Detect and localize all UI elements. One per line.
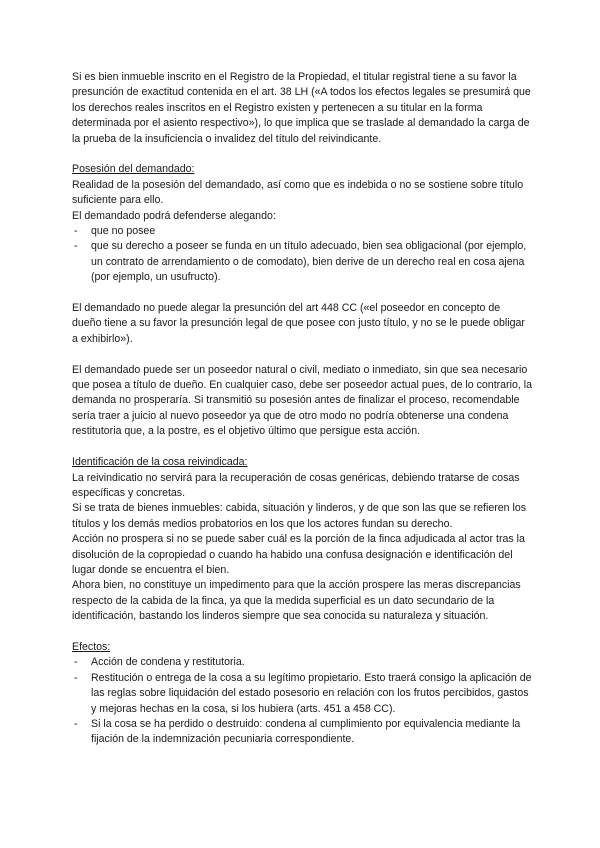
section-heading-posesion: Posesión del demandado: xyxy=(72,163,195,176)
section-heading-efectos: Efectos: xyxy=(72,640,111,653)
identificacion-paragraph-4: Ahora bien, no constituye un impedimento para que la acción prospere las meras discrepancias respecto de la cabida de la finca, ya que la medida superficial es un dato secundario de la identificación, bastando los linderos siempre que sea conocida su naturaleza y situación. xyxy=(72,579,521,623)
efectos-list xyxy=(72,655,532,747)
list-item: - que su derecho a poseer se funda en un título adecuado, bien sea obligacional (por ejemplo, un contrato de arrendamiento o de comodato), bien derive de un derecho real en cosa ajena (por ejemplo, un usufructo). xyxy=(72,239,532,285)
list-item: - que no posee xyxy=(72,224,532,239)
list-item: - Acción de condena y restitutoria. xyxy=(72,655,532,670)
identificacion-paragraph-2: Si se trata de bienes inmuebles: cabida, situación y linderos, y de que son las que se refieren los títulos y los demás medios probatorios en los que los actores fundan su derecho. xyxy=(72,502,527,530)
intro-paragraph: Si es bien inmueble inscrito en el Registro de la Propiedad, el titular registral tiene a su favor la presunción de exactitud contenida en el art. 38 LH («A todos los efectos legales se presumirá que los derechos reales inscritos en el Registro existen y pertenecen a su titular en la forma determinada por el asiento respectivo»), lo que implica que se traslade al demandado la carga de la prueba de la insuficiencia o invalidez del título del reivindicante. xyxy=(72,71,531,145)
posesion-paragraph-3: El demandado no puede alegar la presunción del art 448 CC («el poseedor en concepto de dueño tiene a su favor la presunción legal de que posee con justo título, y no se le puede obligar a exhibirlo»). xyxy=(72,302,525,345)
section-heading-identificacion: Identificación de la cosa reivindicada: xyxy=(72,456,248,469)
document-body xyxy=(72,70,532,748)
posesion-paragraph-1: Realidad de la posesión del demandado, así como que es indebida o no se sostiene sobre título suficiente para ello. xyxy=(72,178,524,207)
posesion-list xyxy=(72,224,532,286)
posesion-paragraph-4: El demandado puede ser un poseedor natural o civil, mediato o inmediato, sin que sea necesario que posea a título de dueño. En cualquier caso, debe ser poseedor actual pues, de lo contrario, la demanda no prosperaría. Si transmitió su posesión antes de finalizar el proceso, recomendable sería traer a juicio al nuevo poseedor ya que de otro modo no podría obtenerse una condena restitutoria que, a la postre, es el objetivo último que persigue esta acción. xyxy=(72,363,532,438)
identificacion-paragraph-1: La reivindicatio no servirá para la recuperación de cosas genéricas, debiendo tratarse de cosas específicas y concretas. xyxy=(72,471,520,499)
list-item: - Restitución o entrega de la cosa a su legítimo propietario. Esto traerá consigo la aplicación de las reglas sobre liquidación del estado posesorio en relación con los frutos percibidos, gastos y mejoras hechas en la cosa, si los hubiera (arts. 451 a 458 CC). xyxy=(72,671,532,717)
identificacion-paragraph-3: Acción no prospera si no se puede saber cuál es la porción de la finca adjudicada al actor tras la disolución de la copropiedad o cuando ha habido una confusa designación e identificación del lugar donde se encuentra el bien. xyxy=(72,533,525,576)
list-item: - Si la cosa se ha perdido o destruido: condena al cumplimiento por equivalencia mediante la fijación de la indemnización pecuniaria correspondiente. xyxy=(72,717,532,748)
posesion-paragraph-2: El demandado podrá defenderse alegando: xyxy=(72,209,276,222)
